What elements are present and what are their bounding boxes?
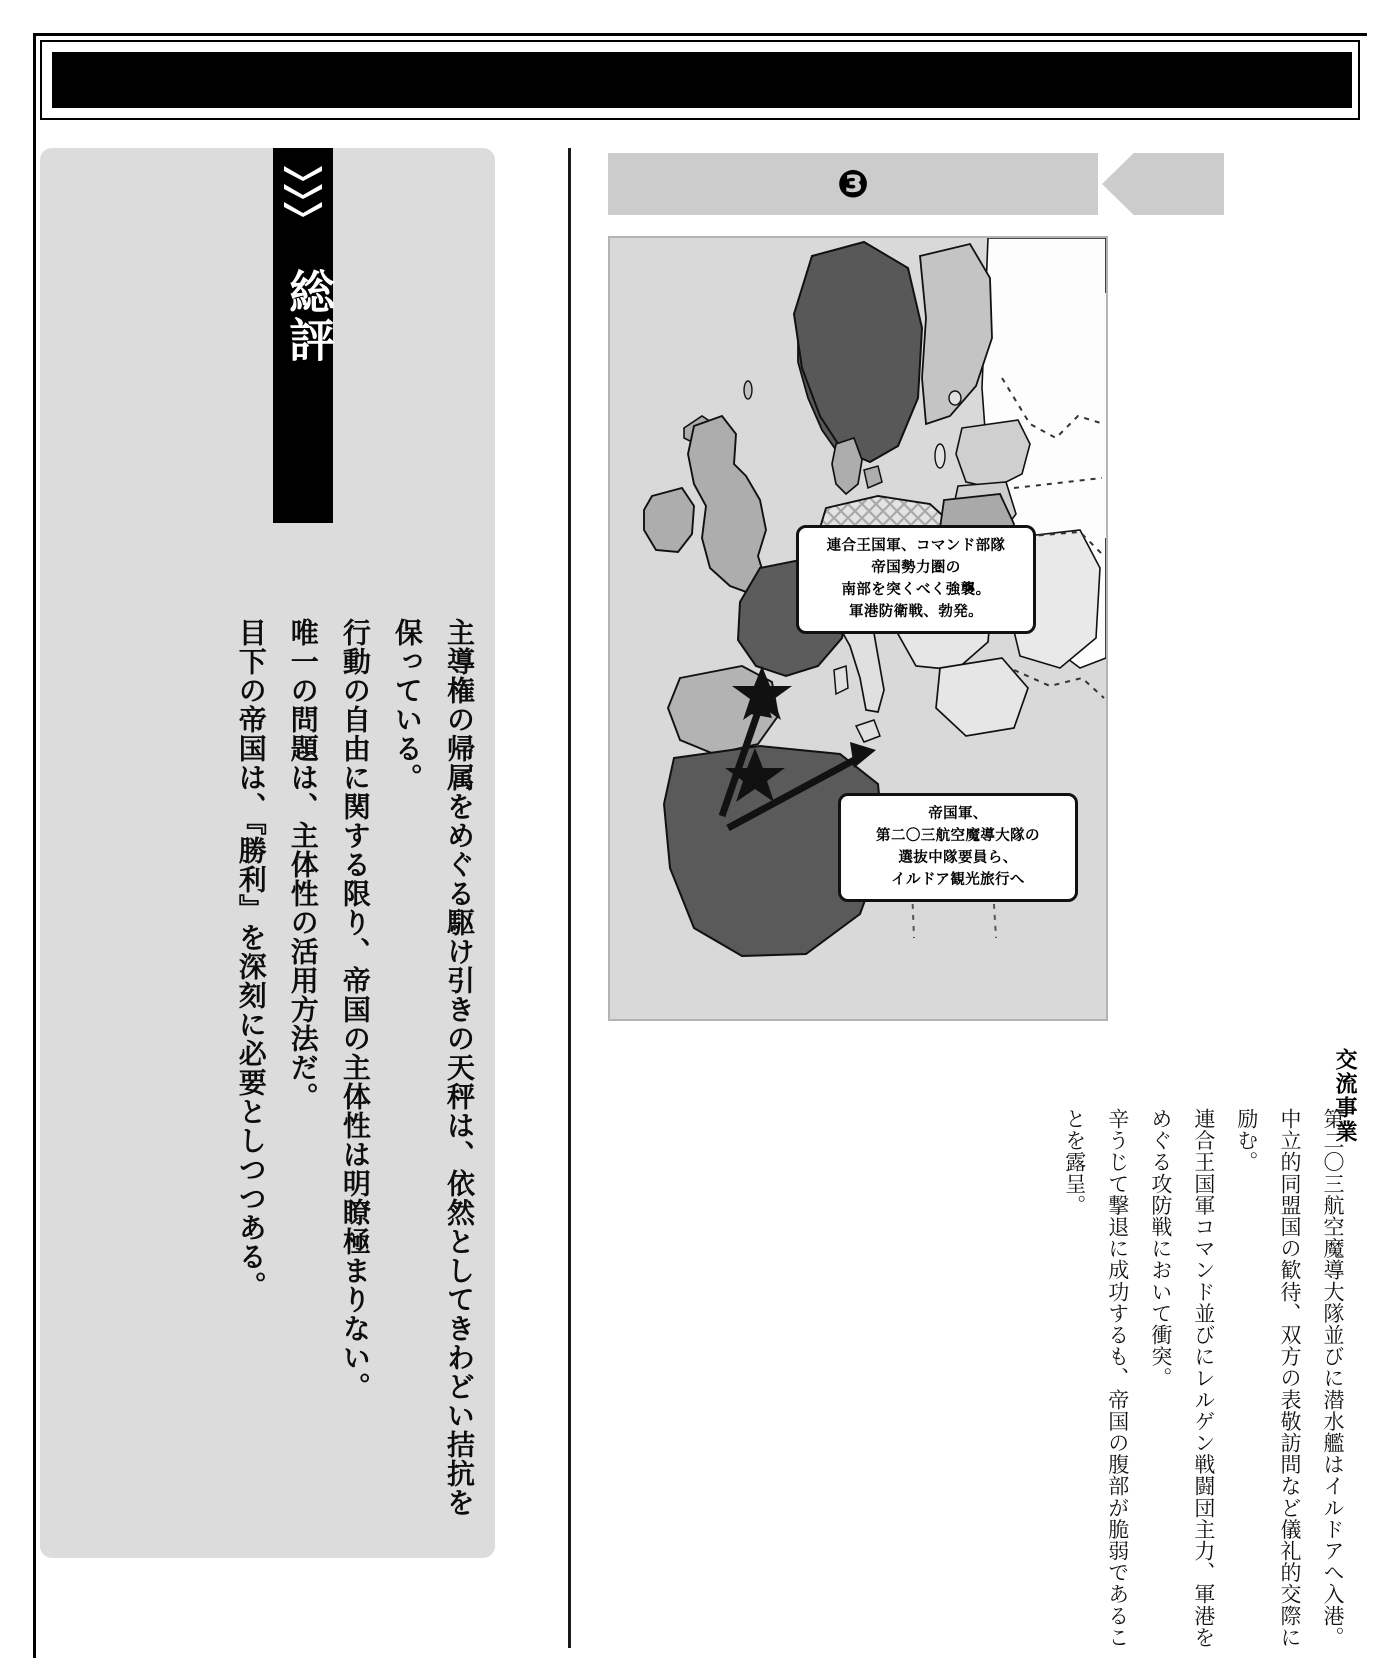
overall-review-title: 総評 (282, 268, 336, 364)
bubble-line: イルドア観光旅行へ (891, 872, 1025, 889)
exchange-program-line: 辛うじて撃退に成功するも、帝国の腹部が脆弱であることを露呈。 (1062, 1108, 1130, 1648)
chevron-down-icon (284, 166, 322, 181)
map-region-sardinia (834, 666, 848, 694)
chapter-number: ❸ (836, 162, 870, 206)
chapter-panel (600, 148, 1360, 1648)
page-frame-left-rule (33, 33, 36, 1658)
exchange-program-line: 中立的同盟国の歓待、双方の表敬訪問など儀礼的交際に励む。 (1234, 1108, 1302, 1648)
speech-bubble-commando (796, 525, 1036, 634)
exchange-program-heading: 交流事業 (1332, 1048, 1357, 1144)
exchange-program-line: 連合王国軍コマンド並びにレルゲン戦闘団主力、軍港をめぐる攻防戦において衝突。 (1148, 1108, 1216, 1648)
panel-divider (568, 148, 571, 1648)
overall-review-line: 目下の帝国は、『勝利』を深刻に必要としつつある。 (234, 618, 268, 1300)
bubble-line: 選抜中隊要員ら、 (898, 850, 1018, 867)
overall-review-body (65, 618, 485, 1518)
chevron-down-icon (284, 184, 322, 199)
chevron-down-icon (284, 202, 322, 217)
bubble-line: 軍港防衛戦、勃発。 (848, 604, 984, 621)
map-island (744, 381, 752, 399)
overall-review-line: 行動の自由に関する限り、帝国の主体性は明瞭極まりない。 (338, 618, 372, 1401)
map-island (949, 391, 961, 405)
bubble-line: 帝国勢力圏の (871, 560, 961, 577)
overall-review-panel (40, 148, 495, 1558)
bubble-line: 帝国軍、 (928, 806, 988, 822)
bubble-line: 連合王国軍、コマンド部隊 (826, 538, 1006, 554)
bubble-line: 南部を突くべく強襲。 (841, 582, 991, 599)
exchange-program-body (934, 1108, 1354, 1668)
bubble-line: 第二〇三航空魔導大隊の (876, 828, 1040, 845)
speech-bubble-imperial-army (838, 793, 1078, 902)
header-bar (52, 52, 1352, 108)
chapter-banner-arrow-tab (1102, 153, 1224, 215)
overall-review-line: 唯一の問題は、主体性の活用方法だ。 (286, 618, 320, 1111)
exchange-program-line: 第二〇三航空魔導大隊並びに潜水艦はイルドアへ入港。 (1321, 1108, 1345, 1648)
map-island (935, 444, 945, 468)
chevron-stack (273, 166, 333, 266)
overall-review-title-bar (273, 148, 336, 523)
chapter-banner (608, 153, 1098, 215)
map-region-ireland (644, 488, 694, 552)
overall-review-line: 主導権の帰属をめぐる駆け引きの天秤は、依然としてきわどい拮抗を保っている。 (390, 618, 476, 1517)
